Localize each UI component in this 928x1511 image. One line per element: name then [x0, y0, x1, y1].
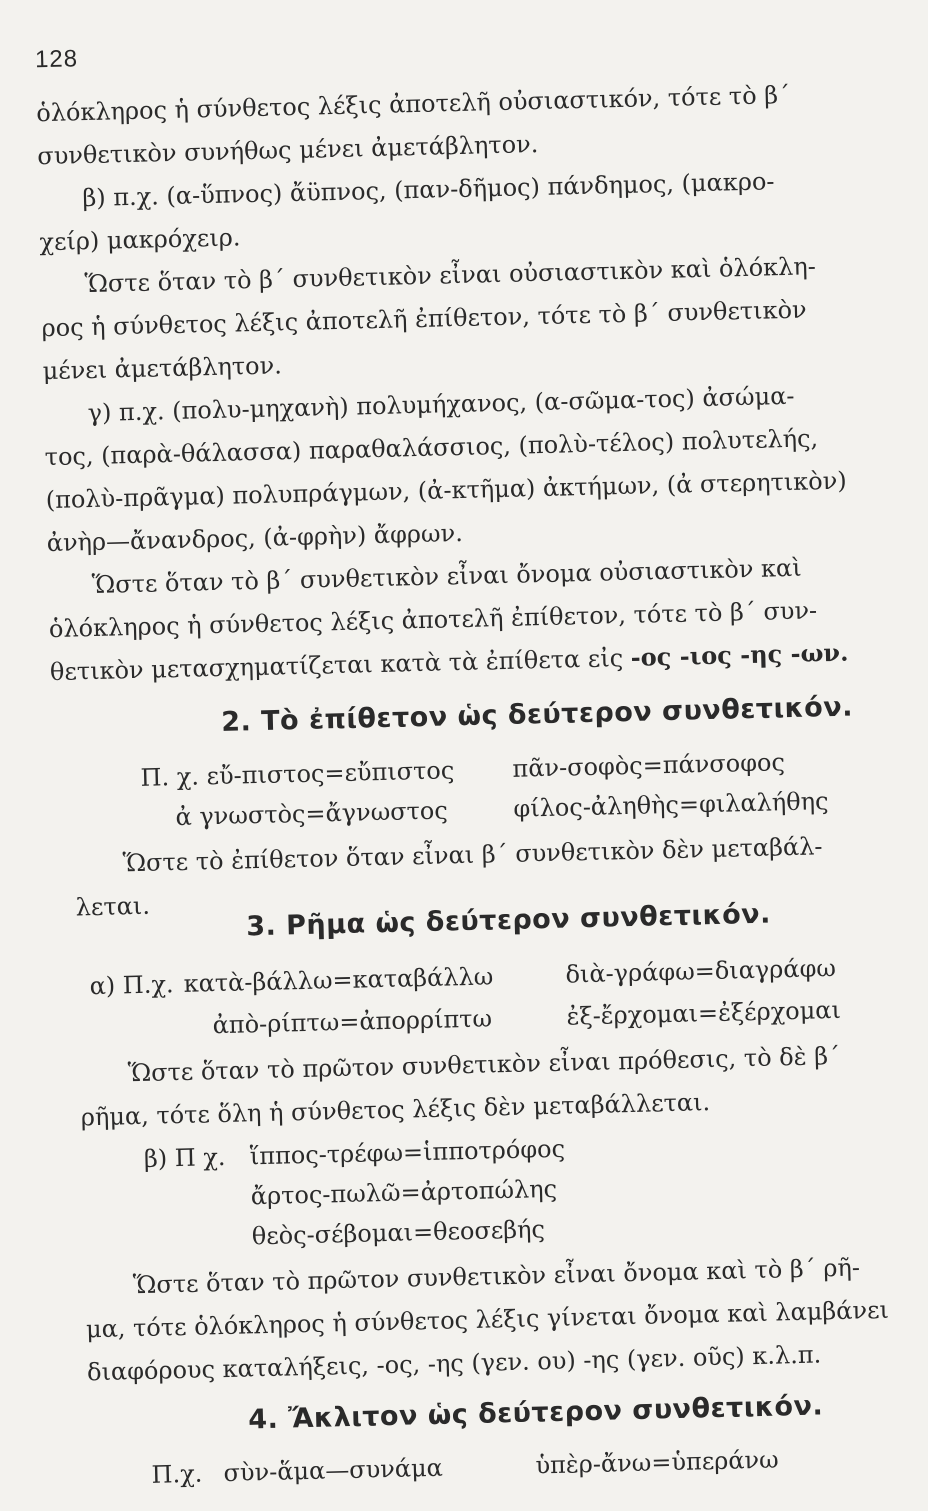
example-item: θεὸς-σέβομαι=θεοσεβής	[251, 1215, 546, 1251]
section-heading-2: 2. Τὸ ἐπίθετον ὡς δεύτερον συνθετικόν.	[220, 691, 854, 738]
text-line: Ὥστε ὅταν τὸ β΄ συνθετικὸν εἶναι ὄνομα οὐσιαστικὸν καὶ	[91, 553, 802, 600]
endings: -ος -ιος -ης -ων.	[630, 637, 849, 672]
text-line: γ) π.χ. (πολυ-μηχανὴ) πολυμήχανος, (α-σῶμα-τος) ἀσώμα-	[87, 381, 795, 428]
text-line: συνθετικὸν συνήθως μένει ἀμετάβλητον.	[37, 130, 539, 171]
text-line: τος, (παρὰ-θάλασσα) παραθαλάσσιος, (πολὺ-τέλος) πολυτελής,	[44, 424, 819, 472]
conclusion-line: Ὥστε ὅταν τὸ πρῶτον συνθετικὸν εἶναι ὄνομα καὶ τὸ β΄ ρῆ-	[132, 1253, 861, 1300]
text-line: β) π.χ. (α-ὕπνος) ἄϋπνος, (παν-δῆμος) πάνδημος, (μακρο-	[82, 167, 775, 213]
example-label: Π. χ.	[140, 762, 200, 792]
page-number: 128	[34, 45, 79, 74]
text-line: ὁλόκληρος ἡ σύνθετος λέξις ἀποτελῆ ἐπίθετον, τότε τὸ β΄ συν-	[48, 596, 818, 644]
text-line: (πολὺ-πρᾶγμα) πολυπράγμων, (ἀ-κτῆμα) ἀκτήμων, (ἀ στερητικὸν)	[45, 466, 847, 515]
example-item: φίλος-ἀληθὴς=φιλαλήθης	[513, 787, 829, 823]
section-heading-3: 3. Ρῆμα ὡς δεύτερον συνθετικόν.	[245, 898, 772, 943]
example-item: ἵππος-τρέφω=ἱπποτρόφος	[249, 1134, 566, 1171]
text-line: μένει ἀμετάβλητον.	[42, 351, 283, 386]
text-line	[50, 638, 849, 688]
example-item: ἐξ-ἔρχομαι=ἐξέρχομαι	[566, 995, 842, 1031]
conclusion-line: μα, τότε ὁλόκληρος ἡ σύνθετος λέξις γίνεται ὄνομα καὶ λαμβάνει	[85, 1295, 890, 1344]
conclusion-line: ρῆμα, τότε ὅλη ἡ σύνθετος λέξις δὲν μεταβάλλεται.	[80, 1088, 711, 1132]
text-line: ὁλόκληρος ἡ σύνθετος λέξις ἀποτελῆ οὐσιαστικόν, τότε τὸ β΄	[35, 80, 791, 128]
example-item: πᾶν-σοφὸς=πάνσοφος	[512, 748, 786, 783]
text-line: Ὥστε ὅταν τὸ β΄ συνθετικὸν εἶναι οὐσιαστικὸν καὶ ὁλόκλη-	[84, 252, 817, 299]
example-label: Π.χ.	[151, 1459, 203, 1489]
conclusion-line: λεται.	[75, 891, 151, 922]
conclusion-line: Ὥστε ὅταν τὸ πρῶτον συνθετικὸν εἶναι πρόθεσις, τὸ δὲ β΄	[127, 1041, 841, 1088]
example-item: ἀπὸ-ρίπτω=ἀπορρίπτω	[212, 1004, 493, 1040]
conclusion-line: διαφόρους καταλήξεις, -ος, -ης (γεν. ου) -ης (γεν. οῦς) κ.λ.π.	[86, 1340, 822, 1387]
text-line: χείρ) μακρόχειρ.	[39, 223, 241, 257]
example-label: β) Π χ.	[143, 1142, 226, 1173]
example-item: κατὰ-βάλλω=καταβάλλω	[183, 962, 494, 998]
example-item: εὔ-πιστος=εὔπιστος	[206, 756, 455, 791]
example-item: σὺν-ἅμα—συνάμα	[223, 1453, 444, 1488]
example-item: ἄρτος-πωλῶ=ἀρτοπώλης	[250, 1174, 558, 1211]
example-item: ἀ γνωστὸς=ἄγνωστος	[175, 796, 449, 832]
text-line: ἀνὴρ—ἄνανδρος, (ἀ-φρὴν) ἄφρων.	[46, 518, 464, 558]
text-line-main: θετικὸν μετασχηματίζεται κατὰ τὰ ἐπίθετα εἰς	[49, 644, 624, 687]
conclusion-line: Ὥστε τὸ ἐπίθετον ὅταν εἶναι β΄ συνθετικὸν δὲν μεταβάλ-	[122, 832, 823, 878]
text-line: ρος ἡ σύνθετος λέξις ἀποτελῆ ἐπίθετον, τότε τὸ β΄ συνθετικὸν	[41, 295, 807, 343]
example-label: α) Π.χ.	[89, 970, 174, 1001]
example-item: ὑπὲρ-ἄνω=ὑπεράνω	[535, 1445, 779, 1480]
example-item: διὰ-γράφω=διαγράφω	[565, 953, 837, 989]
section-heading-4: 4. Ἄκλιτον ὡς δεύτερον συνθετικόν.	[247, 1390, 824, 1436]
